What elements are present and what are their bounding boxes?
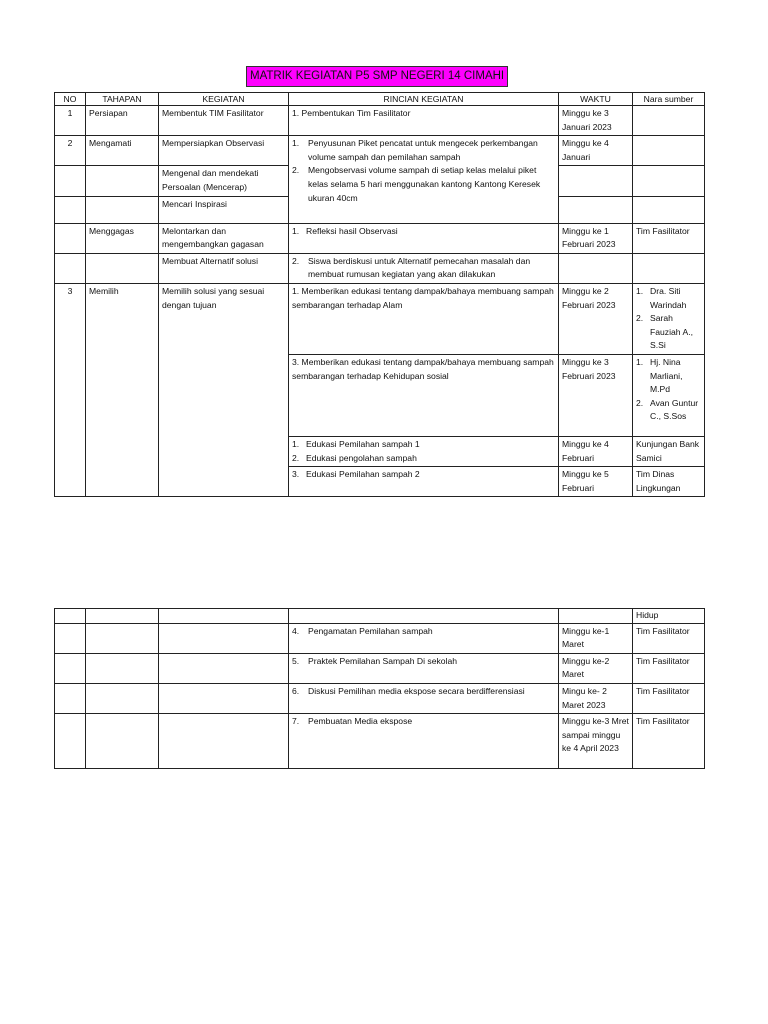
rincian-list — [292, 715, 555, 729]
cell-rincian — [289, 623, 559, 653]
table-row — [55, 253, 705, 283]
cell-nara-sumber: Tim Dinas Lingkungan — [633, 467, 705, 497]
cell-nara-sumber: Tim Fasilitator — [633, 223, 705, 253]
cell-kegiatan — [159, 623, 289, 653]
cell-rincian — [289, 467, 559, 497]
cell-no — [55, 609, 86, 624]
list-item: 1. Refleksi hasil Observasi — [292, 225, 398, 236]
cell-waktu: Minggu ke-1 Maret — [559, 623, 633, 653]
list-item: 2. Sarah Fauziah A., S.Si — [636, 313, 693, 351]
list-item: 2. Siswa berdiskusi untuk Alternatif pemecahan masalah dan membuat rumusan kegiatan yang akan dilakukan — [292, 255, 531, 280]
cell-tahapan — [86, 166, 159, 196]
cell-rincian: 1. Memberikan edukasi tentang dampak/bahaya membuang sampah sembarangan terhadap Alam — [289, 283, 559, 354]
cell-rincian — [289, 223, 559, 253]
speaker-list — [636, 285, 701, 353]
cell-kegiatan: Mempersiapkan Observasi — [159, 136, 289, 166]
list-item: 6. Diskusi Pemilihan media ekspose secara berdifferensiasi — [292, 685, 525, 696]
list-item: 5. Praktek Pemilahan Sampah Di sekolah — [292, 655, 458, 666]
cell-rincian — [289, 653, 559, 683]
cell-rincian: 3. Memberikan edukasi tentang dampak/bahaya membuang sampah sembarangan terhadap Kehidupan sosial — [289, 354, 559, 436]
cell-tahapan: Memilih — [86, 283, 159, 496]
cell-kegiatan: Memilih solusi yang sesuai dengan tujuan — [159, 283, 289, 496]
rincian-list — [292, 685, 555, 699]
table-row — [55, 223, 705, 253]
cell-nara-sumber: Tim Fasilitator — [633, 714, 705, 769]
cell-no — [55, 196, 86, 223]
cell-no — [55, 623, 86, 653]
rincian-list — [292, 655, 555, 669]
list-item: 4. Pengamatan Pemilahan sampah — [292, 625, 433, 636]
cell-rincian — [289, 683, 559, 713]
cell-kegiatan — [159, 683, 289, 713]
cell-tahapan — [86, 196, 159, 223]
cell-nara-sumber — [633, 283, 705, 354]
cell-no — [55, 714, 86, 769]
cell-tahapan: Persiapan — [86, 106, 159, 136]
table-row — [55, 136, 705, 166]
cell-waktu — [559, 166, 633, 196]
rincian-list — [292, 137, 555, 205]
cell-waktu: Minggu ke 2 Februari 2023 — [559, 283, 633, 354]
cell-waktu: Minggu ke-2 Maret — [559, 653, 633, 683]
cell-nara-sumber — [633, 166, 705, 196]
cell-kegiatan — [159, 653, 289, 683]
cell-no — [55, 683, 86, 713]
cell-waktu: Minggu ke-3 Mret sampai minggu ke 4 April 2023 — [559, 714, 633, 769]
list-item: 1. Hj. Nina Marliani, M.Pd — [636, 356, 683, 395]
cell-no: 3 — [55, 283, 86, 496]
header-kegiatan: KEGIATAN — [159, 93, 289, 106]
cell-tahapan: Menggagas — [86, 223, 159, 253]
activity-matrix-table — [54, 92, 705, 497]
header-nara-sumber: Nara sumber — [633, 93, 705, 106]
cell-tahapan — [86, 714, 159, 769]
cell-nara-sumber — [633, 196, 705, 223]
list-item: 2. Avan Guntur C., S.Sos — [636, 397, 699, 422]
cell-nara-sumber — [633, 136, 705, 166]
table-row — [55, 106, 705, 136]
table-row — [55, 623, 705, 653]
cell-kegiatan — [159, 714, 289, 769]
cell-tahapan — [86, 253, 159, 283]
cell-tahapan — [86, 623, 159, 653]
cell-waktu: Minggu ke 3 Februari 2023 — [559, 354, 633, 436]
cell-tahapan — [86, 683, 159, 713]
list-item: 7. Pembuatan Media ekspose — [292, 716, 413, 727]
table-header-row — [55, 93, 705, 106]
rincian-list — [292, 468, 555, 482]
cell-waktu — [559, 609, 633, 624]
cell-nara-sumber: Tim Fasilitator — [633, 683, 705, 713]
rincian-list — [292, 438, 555, 465]
rincian-list — [292, 225, 555, 239]
cell-nara-sumber — [633, 106, 705, 136]
activity-matrix-table-continued — [54, 608, 705, 769]
cell-rincian: 1. Pembentukan Tim Fasilitator — [289, 106, 559, 136]
list-item: 1. Dra. Siti Warindah — [636, 285, 687, 310]
cell-kegiatan: Mengenal dan mendekati Persoalan (Mencerap) — [159, 166, 289, 196]
table-row — [55, 714, 705, 769]
table-row — [55, 683, 705, 713]
cell-waktu — [559, 196, 633, 223]
list-item: 2. Edukasi pengolahan sampah — [292, 452, 417, 463]
cell-rincian — [289, 714, 559, 769]
header-tahapan: TAHAPAN — [86, 93, 159, 106]
list-item: 3. Edukasi Pemilahan sampah 2 — [292, 469, 420, 480]
cell-no — [55, 253, 86, 283]
list-item: 1. Penyusunan Piket pencatat untuk mengecek perkembangan volume sampah dan pemilahan sampah — [292, 138, 538, 162]
table-row — [55, 653, 705, 683]
cell-no — [55, 223, 86, 253]
cell-waktu: Mingu ke- 2 Maret 2023 — [559, 683, 633, 713]
cell-waktu: Minggu ke 4 Januari — [559, 136, 633, 166]
cell-waktu: Minggu ke 1 Februari 2023 — [559, 223, 633, 253]
cell-rincian — [289, 609, 559, 624]
speaker-list — [636, 356, 701, 424]
cell-waktu — [559, 253, 633, 283]
cell-nara-sumber: Tim Fasilitator — [633, 623, 705, 653]
cell-rincian — [289, 136, 559, 223]
table-row — [55, 283, 705, 354]
cell-kegiatan: Membentuk TIM Fasilitator — [159, 106, 289, 136]
cell-nara-sumber: Kunjungan Bank Samici — [633, 436, 705, 466]
cell-kegiatan: Mencari Inspirasi — [159, 196, 289, 223]
header-waktu: WAKTU — [559, 93, 633, 106]
rincian-list — [292, 625, 555, 639]
cell-kegiatan: Membuat Alternatif solusi — [159, 253, 289, 283]
cell-kegiatan — [159, 609, 289, 624]
cell-no — [55, 166, 86, 196]
cell-no: 1 — [55, 106, 86, 136]
cell-nara-sumber — [633, 253, 705, 283]
cell-no: 2 — [55, 136, 86, 166]
cell-nara-sumber: Tim Fasilitator — [633, 653, 705, 683]
list-item: 1. Edukasi Pemilahan sampah 1 — [292, 438, 420, 449]
list-item: 2. Mengobservasi volume sampah di setiap kelas melalui piket kelas selama 5 hari menggunakan kantong Kantong Keresek ukuran 40cm — [292, 165, 541, 203]
cell-nara-sumber — [633, 354, 705, 436]
cell-tahapan — [86, 609, 159, 624]
cell-no — [55, 653, 86, 683]
document-title: MATRIK KEGIATAN P5 SMP NEGERI 14 CIMAHI — [246, 66, 508, 87]
cell-tahapan: Mengamati — [86, 136, 159, 166]
cell-rincian — [289, 436, 559, 466]
header-no: NO — [55, 93, 86, 106]
rincian-list — [292, 255, 555, 282]
header-rincian: RINCIAN KEGIATAN — [289, 93, 559, 106]
cell-rincian — [289, 253, 559, 283]
cell-kegiatan: Melontarkan dan mengembangkan gagasan — [159, 223, 289, 253]
cell-nara-sumber: Hidup — [633, 609, 705, 624]
cell-waktu: Minggu ke 5 Februari — [559, 467, 633, 497]
cell-waktu: Minggu ke 3 Januari 2023 — [559, 106, 633, 136]
cell-tahapan — [86, 653, 159, 683]
table-row — [55, 609, 705, 624]
cell-waktu: Minggu ke 4 Februari — [559, 436, 633, 466]
